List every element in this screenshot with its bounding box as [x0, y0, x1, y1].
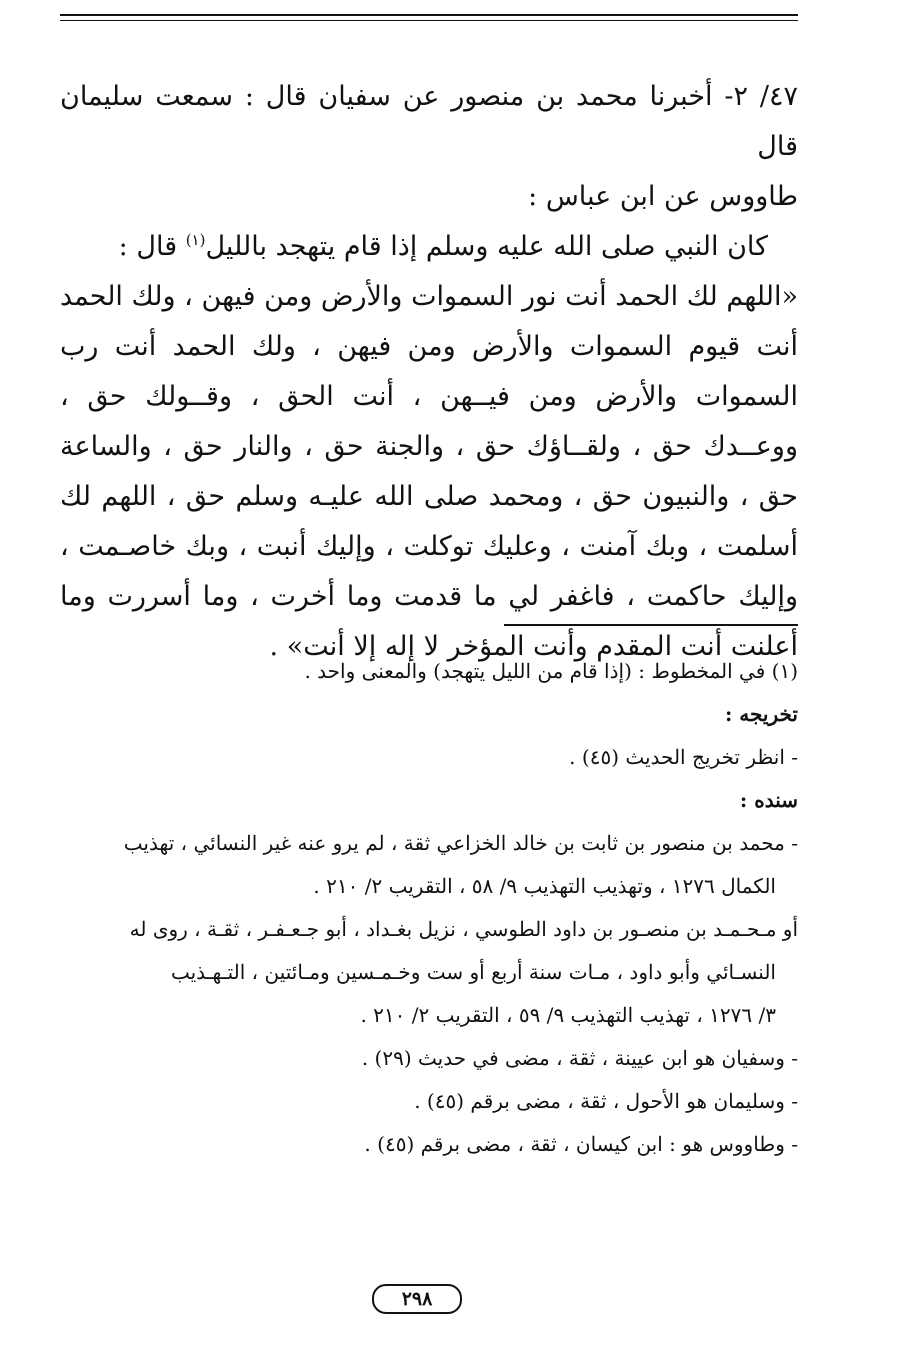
takhrij-text: - انظر تخريج الحديث (٤٥) . [569, 745, 798, 769]
isnad-text: أخبرنا محمد بن منصور عن سفيان قال : سمعت سليمان قال [60, 81, 798, 162]
narrator-4: - وسليمان هو الأحول ، ثقة ، مضى برقم (٤٥) . [414, 1089, 798, 1113]
narrator-2-line-2: النسـائي وأبو داود ، مـات سنة أربع أو ست وخـمـسين ومـائتين ، التـهـذيب [170, 960, 776, 984]
page-number: ٢٩٨ [372, 1284, 462, 1314]
header-rule-thick [60, 14, 798, 16]
notes-section [60, 650, 798, 1166]
takhrij-heading: تخريجه : [724, 702, 798, 726]
narrator-5: - وطاووس هو : ابن كيسان ، ثقة ، مضى برقم (٤٥) . [364, 1132, 798, 1156]
narrator-1-line-1: - محمد بن منصور بن ثابت بن خالد الخزاعي ثقة ، لم يرو عنه غير النسائي ، تهذيب [123, 831, 798, 855]
narrator-2-line-1: أو مـحـمـد بن منصـور بن داود الطوسي ، نزيل بغـداد ، أبو جـعـفـر ، ثقـة ، روى له [129, 917, 798, 941]
header-rule-thin [60, 20, 798, 21]
narrator-1-line-2: الكمال ١٢٧٦ ، وتهذيب التهذيب ٩/ ٥٨ ، التقريب ٢/ ٢١٠ . [313, 874, 776, 898]
footnote-separator [504, 624, 798, 626]
hadith-matn: «اللهم لك الحمد أنت نور السموات والأرض ومن فيهن ، ولك الحمد أنت قيوم السموات والأرض ومن فيهن ، ولك الحمد أنت رب السموات والأرض ومن فيــهن ، أنت الحق ، وقــولك حق ، ووعــدك حق ، ولقــاؤك حق ، والجنة حق ، والنار حق ، والساعة حق ، والنبيون حق ، ومحمد صلى الله عليـه وسلم حق ، اللهم لك أسلمت ، وبك آمنت ، وعليك توكلت ، وإليك أنبت ، وبك خاصـمت ، وإليك حاكمت ، فاغفر لي ما قدمت وما أخرت ، وما أسررت وما أعلنت أنت المقدم وأنت المؤخر لا إله إلا أنت» . [60, 281, 798, 662]
hadith-intro [60, 222, 798, 272]
hadith-text [60, 72, 798, 672]
isnad-line-2: طاووس عن ابن عباس : [528, 181, 798, 212]
sanad-heading: سنده : [739, 788, 798, 812]
narrator-2-line-3: ٣/ ١٢٧٦ ، تهذيب التهذيب ٩/ ٥٩ ، التقريب ٢/ ٢١٠ . [360, 1003, 776, 1027]
isnad-line-1 [60, 72, 798, 172]
narrator-3: - وسفيان هو ابن عيينة ، ثقة ، مضى في حديث (٢٩) . [361, 1046, 798, 1070]
hadith-number: ٤٧/ ٢- [724, 81, 798, 112]
intro-said: قال : [118, 231, 186, 262]
footnote-marker: (١) [185, 231, 206, 249]
intro-text: كان النبي صلى الله عليه وسلم إذا قام يتهجد بالليل [205, 231, 768, 262]
footnote-1: (١) في المخطوط : (إذا قام من الليل يتهجد) والمعنى واحد . [304, 659, 798, 683]
